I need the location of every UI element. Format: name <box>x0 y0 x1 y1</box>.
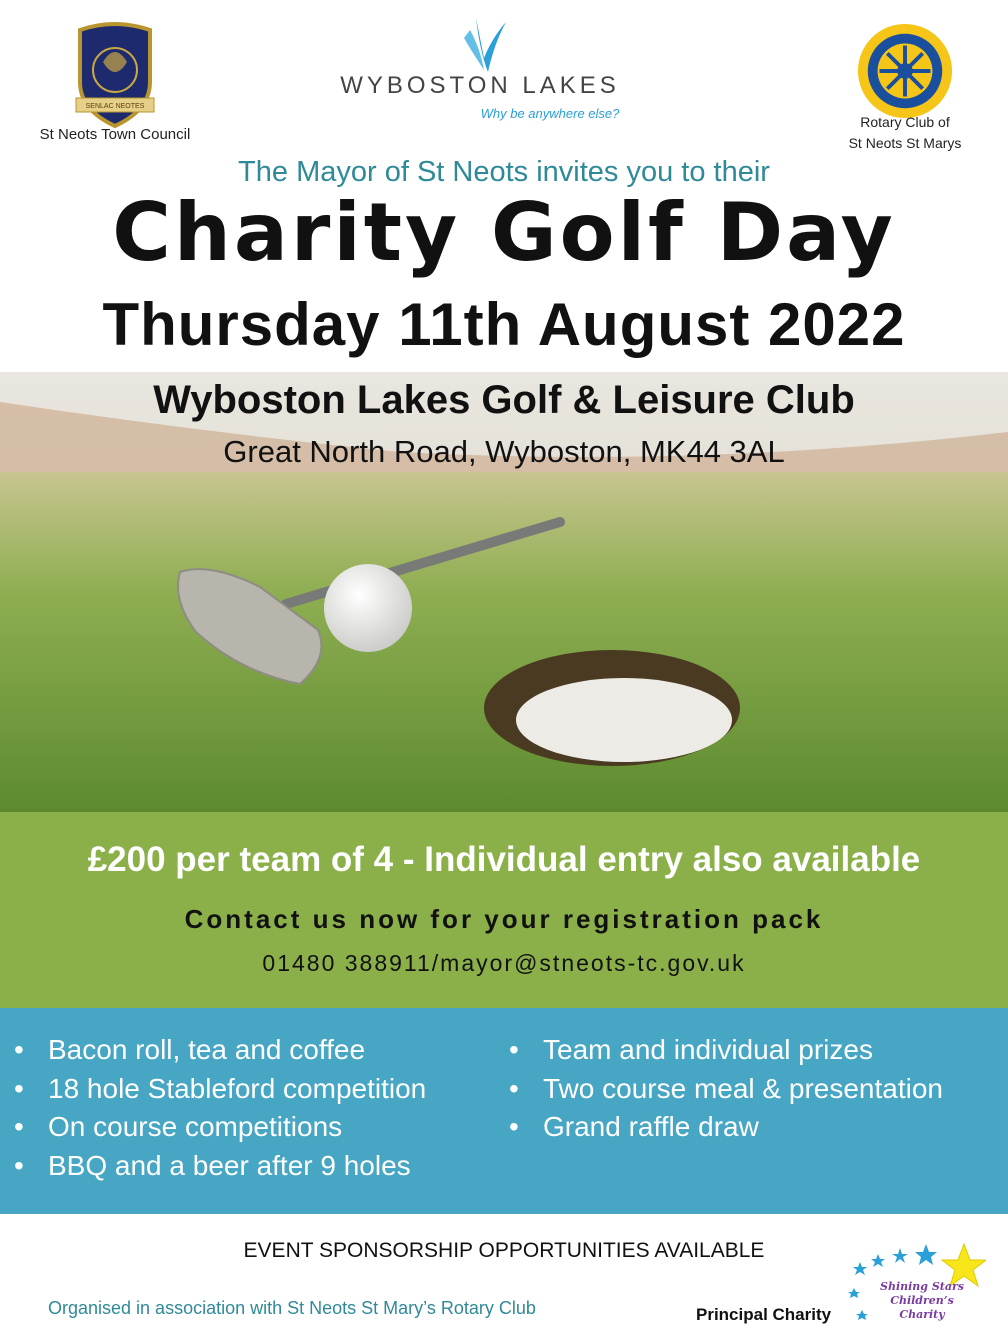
svg-text:SENLAC NEOTES: SENLAC NEOTES <box>85 103 145 110</box>
features-list-right <box>497 1031 943 1147</box>
invite-text: The Mayor of St Neots invites you to their <box>238 156 770 188</box>
list-item: • On course competitions <box>2 1108 426 1147</box>
wyboston-logo-tagline: Why be anywhere else? <box>480 106 620 121</box>
list-item: • Team and individual prizes <box>497 1031 943 1070</box>
contact-details: 01480 388911/mayor@stneots-tc.gov.uk <box>262 950 746 976</box>
price-text: £200 per team of 4 - Individual entry also available <box>87 840 921 879</box>
list-item: • Grand raffle draw <box>497 1108 943 1147</box>
rotary-caption-line1: Rotary Club of <box>860 114 950 130</box>
charity-name-line2: Children’s Charity <box>890 1294 954 1321</box>
principal-charity-label: Principal Charity <box>696 1305 832 1324</box>
list-item: • BBQ and a beer after 9 holes <box>2 1147 426 1186</box>
venue-name: Wyboston Lakes Golf & Leisure Club <box>153 378 855 422</box>
list-item: • Two course meal & presentation <box>497 1070 943 1109</box>
organised-text: Organised in association with St Neots St Mary’s Rotary Club <box>48 1298 536 1318</box>
council-crest-icon <box>70 22 160 130</box>
venue-address: Great North Road, Wyboston, MK44 3AL <box>223 434 785 469</box>
charity-logo-text <box>872 1280 972 1322</box>
rotary-caption-line2: St Neots St Marys <box>848 135 962 151</box>
rotary-caption <box>830 112 980 154</box>
wyboston-logo-name: WYBOSTON LAKES <box>340 72 620 99</box>
wyboston-swirl-icon <box>464 18 506 72</box>
contact-text: Contact us now for your registration pack <box>184 904 824 934</box>
features-list-left <box>2 1031 426 1185</box>
rotary-wheel-icon <box>856 22 954 120</box>
sponsorship-text: EVENT SPONSORSHIP OPPORTUNITIES AVAILABLE <box>243 1239 765 1262</box>
council-caption: St Neots Town Council <box>39 126 191 143</box>
event-date: Thursday 11th August 2022 <box>102 291 906 358</box>
list-item: • 18 hole Stableford competition <box>2 1070 426 1109</box>
list-item: • Bacon roll, tea and coffee <box>2 1031 426 1070</box>
charity-name-line1: Shining Stars <box>880 1280 964 1293</box>
page-title: Charity Golf Day <box>112 186 896 279</box>
golf-ball <box>324 564 412 652</box>
